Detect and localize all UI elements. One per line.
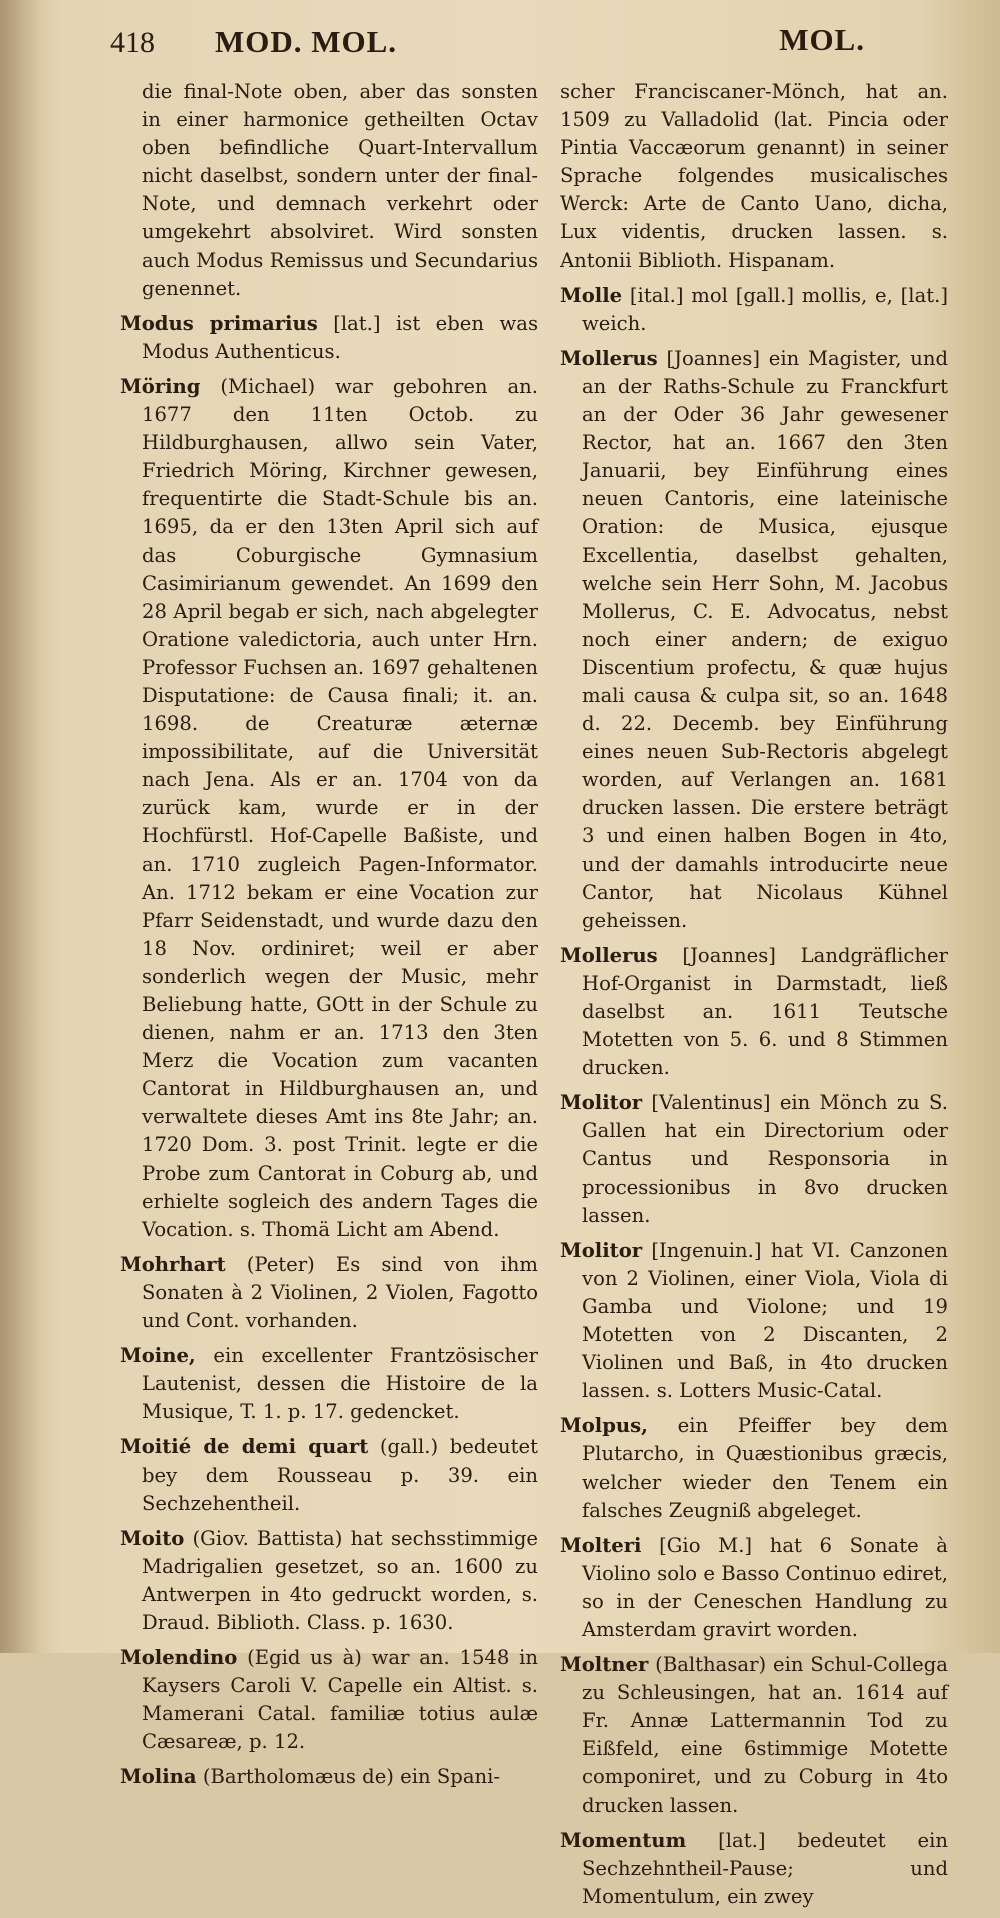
entry-headword: Molteri	[560, 1533, 642, 1557]
entry-text: [lat.] ist eben was Modus Authenticus.	[142, 311, 538, 363]
running-header	[110, 20, 940, 70]
entry-text: (Egid us à) war an. 1548 in Kaysers Caroli V. Capelle ein Altist. s. Mamerani Catal. familiæ totius aulæ Cæsareæ, p. 12.	[142, 1646, 538, 1754]
entry-headword: Moitié de demi quart	[120, 1435, 369, 1459]
entry-headword: Modus primarius	[120, 311, 318, 335]
entry-text: [lat.] bedeutet ein Sechzehntheil-Pause; und Momentulum, ein zwey	[582, 1828, 948, 1908]
entry-text: ein excellenter Frantzösischer Lautenist, dessen die Histoire de la Musique, T. 1. p. 17. gedencket.	[142, 1344, 538, 1424]
entry-text: [Gio M.] hat 6 Sonate à Violino solo e Basso Continuo ediret, so in der Ceneschen Handlung zu Amsterdam gravirt worden.	[582, 1533, 948, 1641]
header-right-title: MOL.	[779, 22, 865, 57]
entry-headword: Mollerus	[560, 346, 658, 370]
header-left-title: MOD. MOL.	[215, 24, 398, 59]
entry-text: scher Franciscaner-Mönch, hat an. 1509 zu Valladolid (lat. Pincia oder Pintia Vaccæorum genannt) in seiner Sprache folgendes musicalisches Werck: Arte de Canto Uano, dicha, Lux videntis, drucken lassen. s. Antonii Biblioth. Hispanam.	[560, 80, 948, 272]
entry-text: (Balthasar) ein Schul-Collega zu Schleusingen, hat an. 1614 auf Fr. Annæ Lattermannin Tod zu Eißfeld, eine 6stimmige Motette componiret, und zu Coburg in 4to drucken lassen.	[582, 1653, 948, 1817]
dictionary-entry	[120, 1251, 538, 1335]
dictionary-entry	[560, 282, 948, 338]
entry-headword: Molendino	[120, 1646, 238, 1670]
dictionary-entry	[560, 1827, 948, 1911]
entry-text: [Valentinus] ein Mönch zu S. Gallen hat ein Directorium oder Cantus und Responsoria in processionibus in 8vo drucken lassen.	[582, 1091, 948, 1227]
entry-headword: Molitor	[560, 1238, 643, 1262]
entry-text: (Bartholomæus de) ein Spani-	[196, 1765, 501, 1789]
dictionary-entry	[120, 1342, 538, 1426]
dictionary-entry	[560, 345, 948, 935]
entry-text: (Michael) war gebohren an. 1677 den 11ten Octob. zu Hildburghausen, allwo sein Vater, Friedrich Möring, Kirchner gewesen, frequentirte die Stadt-Schule bis an. 1695, da er den 13ten April sich auf das Coburgische Gymnasium Casimirianum gewendet. An 1699 den 28 April begab er sich, nach abgelegter Oratione valedictoria, auch unter Hrn. Professor Fuchsen an. 1697 gehaltenen Disputatione: de Causa finali; it. an. 1698. de Creaturæ æternæ impossibilitate, auf die Universität nach Jena. Als er an. 1704 von da zurück kam, wurde er in der Hochfürstl. Hof-Capelle Baßiste, und an. 1710 zugleich Pagen-Informator. An. 1712 bekam er eine Vocation zur Pfarr Seidenstadt, und wurde dazu den 18 Nov. ordiniret; weil er aber sonderlich wegen der Music, mehr Beliebung hatte, GOtt in der Schule zu dienen, nahm er an. 1713 den 3ten Merz die Vocation zum vacanten Cantorat in Hildburghausen an, und verwaltete dieses Amt ins 8te Jahr; an. 1720 Dom. 3. post Trinit. legte er die Probe zum Cantorat in Coburg ab, und erhielte sogleich des andern Tages die Vocation. s. Thomä Licht am Abend.	[142, 374, 538, 1241]
page-number: 418	[110, 26, 155, 59]
entry-text: [Joannes] Landgräflicher Hof-Organist in Darmstadt, ließ daselbst an. 1611 Teutsche Motetten von 5. 6. und 8 Stimmen drucken.	[582, 943, 948, 1080]
dictionary-entry	[120, 1644, 538, 1756]
entry-headword: Mohrhart	[120, 1252, 226, 1276]
dictionary-entry	[120, 1433, 538, 1517]
entry-headword: Mollerus	[560, 943, 658, 967]
dictionary-entry	[560, 942, 948, 1082]
dictionary-entry	[120, 373, 538, 1244]
entry-headword: Molpus,	[560, 1414, 648, 1438]
dictionary-entry	[560, 1651, 948, 1820]
dictionary-entry	[560, 1089, 948, 1229]
dictionary-entry	[560, 1412, 948, 1524]
entry-continuation	[560, 78, 948, 275]
right-column	[560, 78, 948, 1918]
dictionary-entry	[560, 1532, 948, 1644]
entry-headword: Molina	[120, 1765, 197, 1789]
entry-headword: Möring	[120, 374, 201, 398]
entry-continuation	[142, 78, 538, 303]
entry-headword: Molle	[560, 283, 623, 307]
dictionary-entry	[120, 1525, 538, 1637]
entry-text: [Ingenuin.] hat VI. Canzonen von 2 Violinen, einer Viola, Viola di Gamba und Violone; und 19 Motetten von 2 Discanten, 2 Violinen und Baß, in 4to drucken lassen. s. Lotters Music-Catal.	[582, 1238, 948, 1403]
left-column	[120, 78, 538, 1799]
dictionary-entry	[120, 1763, 538, 1791]
entry-headword: Momentum	[560, 1828, 687, 1852]
entry-text: [Joannes] ein Magister, und an der Raths-Schule zu Franckfurt an der Oder 36 Jahr gewesener Rector, hat an. 1667 den 3ten Januarii, bey Einführung eines neuen Cantoris, eine lateinische Oration: de Musica, ejusque Excellentia, daselbst gehalten, welche sein Herr Sohn, M. Jacobus Mollerus, C. E. Advocatus, nebst noch einer andern; de exiguo Discentium profectu, & quæ hujus mali causa & culpa sit, so an. 1648 d. 22. Decemb. bey Einführung eines neuen Sub-Rectoris abgelegt worden, auf Verlangen an. 1681 drucken lassen. Die erstere beträgt 3 und einen halben Bogen in 4to, und der damahls introducirte neue Cantor, hat Nicolaus Kühnel geheissen.	[582, 346, 948, 932]
dictionary-entry	[560, 1237, 948, 1406]
page-fold-shadow	[0, 0, 40, 1653]
entry-headword: Molitor	[560, 1091, 643, 1115]
entry-text: [ital.] mol [gall.] mollis, e, [lat.] weich.	[582, 283, 948, 335]
dictionary-entry	[120, 310, 538, 366]
entry-headword: Moine,	[120, 1344, 196, 1368]
entry-text: ein Pfeiffer bey dem Plutarcho, in Quæstionibus græcis, welcher wieder den Tenem ein falsches Zeugniß abgeleget.	[582, 1414, 948, 1522]
entry-headword: Moito	[120, 1526, 185, 1550]
entry-text: (gall.) bedeutet bey dem Rousseau p. 39. ein Sechzehentheil.	[142, 1435, 538, 1515]
entry-headword: Moltner	[560, 1653, 649, 1677]
entry-text: (Giov. Battista) hat sechsstimmige Madrigalien gesetzet, so an. 1600 zu Antwerpen in 4to gedruckt worden, s. Draud. Biblioth. Class. p. 1630.	[142, 1526, 538, 1634]
entry-text: die final-Note oben, aber das sonsten in einer harmonice getheilten Octav oben befindliche Quart-Intervallum nicht daselbst, sondern unter der final-Note, und demnach verkehrt oder umgekehrt absolviret. Wird sonsten auch Modus Remissus und Secundarius genennet.	[142, 80, 538, 300]
entry-text: (Peter) Es sind von ihm Sonaten à 2 Violinen, 2 Violen, Fagotto und Cont. vorhanden.	[142, 1252, 538, 1333]
